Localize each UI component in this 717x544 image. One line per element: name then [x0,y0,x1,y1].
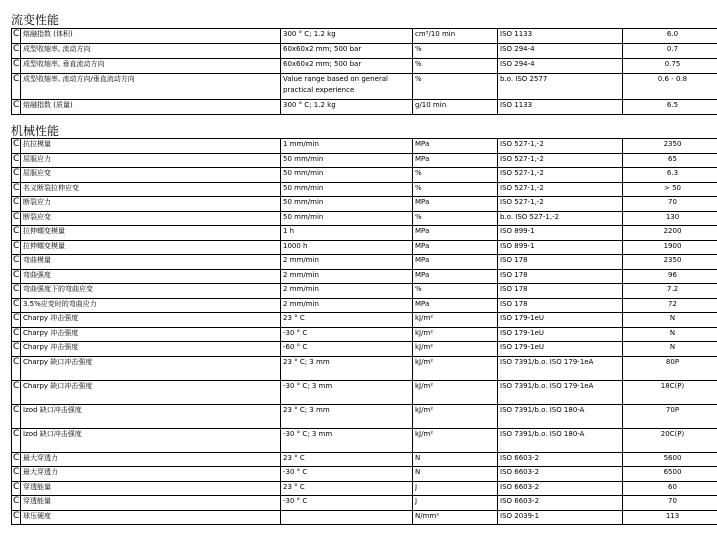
test-standard: ISO 294-4 [498,59,623,74]
property-value: 18C(P) [623,380,717,404]
table-row [12,380,717,404]
unit: kJ/m² [413,313,498,328]
property-name: 弯曲模量 [21,255,281,270]
property-value: 0.6 - 0.8 [623,74,717,100]
unit: kJ/m² [413,428,498,452]
table-row [12,226,717,241]
test-standard: ISO 178 [498,269,623,284]
test-condition: 2 mm/min [281,269,413,284]
table-row [12,481,717,496]
table-row [12,404,717,428]
row-flag: C [12,211,21,226]
test-condition: 60x60x2 mm; 500 bar [281,44,413,59]
test-condition: 23 ° C [281,481,413,496]
property-value: N [623,327,717,342]
test-condition: 23 ° C [281,313,413,328]
property-value: N [623,342,717,357]
row-flag: C [12,481,21,496]
unit: MPa [413,139,498,154]
table-row [12,100,717,115]
row-flag: C [12,298,21,313]
unit: MPa [413,269,498,284]
test-standard: ISO 527-1,-2 [498,168,623,183]
test-condition: 50 mm/min [281,168,413,183]
property-name: Charpy 冲击强度 [21,342,281,357]
unit: % [413,182,498,197]
row-flag: C [12,226,21,241]
property-name: 最大穿透力 [21,467,281,482]
property-value: 2350 [623,139,717,154]
mechanical-section-title: 机械性能 [11,124,60,138]
test-standard: ISO 6603-2 [498,467,623,482]
table-row [12,313,717,328]
table-row [12,452,717,467]
test-condition: 2 mm/min [281,298,413,313]
row-flag: C [12,29,21,44]
row-flag: C [12,240,21,255]
property-name: Izod 缺口冲击强度 [21,404,281,428]
row-flag: C [12,428,21,452]
unit: N [413,452,498,467]
property-name: 拉伸蠕变模量 [21,226,281,241]
test-standard: ISO 899-1 [498,240,623,255]
mechanical-table [11,138,717,525]
property-name: 成型收缩率, 流动方向/垂直流动方向 [21,74,281,100]
test-condition: 1000 h [281,240,413,255]
row-flag: C [12,404,21,428]
property-value: N [623,313,717,328]
property-name: 屈服应变 [21,168,281,183]
property-value: 70 [623,496,717,511]
property-value: > 50 [623,182,717,197]
unit: % [413,211,498,226]
row-flag: C [12,197,21,212]
test-condition: 50 mm/min [281,182,413,197]
unit: N/mm² [413,510,498,525]
test-standard: ISO 899-1 [498,226,623,241]
property-value: 72 [623,298,717,313]
test-condition: 1 mm/min [281,139,413,154]
table-row [12,211,717,226]
table-row [12,168,717,183]
test-condition: -30 ° C [281,467,413,482]
table-row [12,240,717,255]
unit: kJ/m² [413,356,498,380]
row-flag: C [12,327,21,342]
row-flag: C [12,44,21,59]
test-condition: 2 mm/min [281,284,413,299]
unit: MPa [413,153,498,168]
property-value: 96 [623,269,717,284]
table-row [12,29,717,44]
table-row [12,269,717,284]
property-name: 穿透能量 [21,496,281,511]
property-value: 6.0 [623,29,717,44]
row-flag: C [12,380,21,404]
row-flag: C [12,452,21,467]
row-flag: C [12,510,21,525]
table-row [12,327,717,342]
property-value: 20C(P) [623,428,717,452]
test-standard: ISO 6603-2 [498,452,623,467]
property-name: 熔融指数 (质量) [21,100,281,115]
property-name: 屈服应力 [21,153,281,168]
test-standard: ISO 2039-1 [498,510,623,525]
test-standard: ISO 527-1,-2 [498,182,623,197]
test-standard: ISO 6603-2 [498,496,623,511]
property-name: Charpy 冲击强度 [21,313,281,328]
unit: MPa [413,298,498,313]
row-flag: C [12,74,21,100]
table-row [12,284,717,299]
unit: % [413,44,498,59]
property-name: Charpy 缺口冲击强度 [21,380,281,404]
property-name: 拉伸蠕变模量 [21,240,281,255]
test-standard: ISO 527-1,-2 [498,153,623,168]
table-row [12,298,717,313]
test-standard: ISO 178 [498,298,623,313]
test-standard: ISO 179-1eU [498,327,623,342]
table-row [12,496,717,511]
test-condition: 23 ° C; 3 mm [281,404,413,428]
property-name: 弯曲强度下的弯曲应变 [21,284,281,299]
test-condition: -30 ° C; 3 mm [281,428,413,452]
rheology-table [11,28,717,115]
test-standard: ISO 179-1eU [498,313,623,328]
property-name: 3.5%应变时的弯曲应力 [21,298,281,313]
test-standard: ISO 7391/b.o. ISO 180-A [498,404,623,428]
test-standard: ISO 7391/b.o. ISO 179-1eA [498,356,623,380]
row-flag: C [12,467,21,482]
property-value: 6.5 [623,100,717,115]
row-flag: C [12,356,21,380]
row-flag: C [12,139,21,154]
row-flag: C [12,168,21,183]
property-name: 断裂应变 [21,211,281,226]
test-standard: ISO 527-1,-2 [498,139,623,154]
row-flag: C [12,496,21,511]
property-value: 2350 [623,255,717,270]
test-standard: b.o. ISO 527-1,-2 [498,211,623,226]
unit: % [413,284,498,299]
unit: % [413,168,498,183]
property-name: Izod 缺口冲击强度 [21,428,281,452]
property-name: 抗拉模量 [21,139,281,154]
property-name: 最大穿透力 [21,452,281,467]
test-condition: 23 ° C; 3 mm [281,356,413,380]
table-row [12,44,717,59]
table-row [12,197,717,212]
test-condition: 50 mm/min [281,197,413,212]
test-standard: ISO 527-1,-2 [498,197,623,212]
unit: J [413,481,498,496]
table-row [12,342,717,357]
property-name: 球压硬度 [21,510,281,525]
test-condition: 300 ° C; 1.2 kg [281,100,413,115]
table-row [12,428,717,452]
unit: kJ/m² [413,327,498,342]
unit: MPa [413,226,498,241]
table-row [12,74,717,100]
property-value: 70 [623,197,717,212]
property-value: 7.2 [623,284,717,299]
table-row [12,510,717,525]
row-flag: C [12,59,21,74]
test-condition: 1 h [281,226,413,241]
table-row [12,153,717,168]
property-value: 130 [623,211,717,226]
test-condition: 300 ° C; 1.2 kg [281,29,413,44]
test-condition [281,510,413,525]
property-value: 65 [623,153,717,168]
test-standard: b.o. ISO 2577 [498,74,623,100]
table-row [12,182,717,197]
unit: MPa [413,197,498,212]
test-standard: ISO 1133 [498,29,623,44]
test-standard: ISO 7391/b.o. ISO 179-1eA [498,380,623,404]
test-standard: ISO 294-4 [498,44,623,59]
property-value: 60 [623,481,717,496]
property-name: 弯曲强度 [21,269,281,284]
property-value: 2200 [623,226,717,241]
row-flag: C [12,284,21,299]
table-row [12,356,717,380]
property-value: 6.3 [623,168,717,183]
unit: N [413,467,498,482]
test-condition: Value range based on general practical experience [281,74,413,100]
test-standard: ISO 6603-2 [498,481,623,496]
property-value: 0.75 [623,59,717,74]
property-name: Charpy 缺口冲击强度 [21,356,281,380]
table-row [12,467,717,482]
table-row [12,255,717,270]
test-condition: -30 ° C; 3 mm [281,380,413,404]
table-row [12,139,717,154]
unit: MPa [413,240,498,255]
test-condition: 50 mm/min [281,153,413,168]
unit: cm³/10 min [413,29,498,44]
property-value: 1900 [623,240,717,255]
row-flag: C [12,182,21,197]
property-name: Charpy 冲击强度 [21,327,281,342]
test-condition: -60 ° C [281,342,413,357]
test-standard: ISO 178 [498,284,623,299]
test-condition: -30 ° C [281,496,413,511]
property-name: 熔融指数 (体积) [21,29,281,44]
test-standard: ISO 7391/b.o. ISO 180-A [498,428,623,452]
test-standard: ISO 1133 [498,100,623,115]
test-condition: 60x60x2 mm; 500 bar [281,59,413,74]
property-value: 80P [623,356,717,380]
unit: MPa [413,255,498,270]
test-standard: ISO 179-1eU [498,342,623,357]
test-condition: -30 ° C [281,327,413,342]
row-flag: C [12,100,21,115]
unit: g/10 min [413,100,498,115]
row-flag: C [12,153,21,168]
row-flag: C [12,342,21,357]
table-row [12,59,717,74]
unit: kJ/m² [413,404,498,428]
test-condition: 23 ° C [281,452,413,467]
test-condition: 2 mm/min [281,255,413,270]
property-name: 穿透能量 [21,481,281,496]
property-name: 成型收缩率, 流动方向 [21,44,281,59]
property-name: 断裂应力 [21,197,281,212]
property-value: 6500 [623,467,717,482]
row-flag: C [12,255,21,270]
rheology-section-title: 流变性能 [11,13,60,27]
test-condition: 50 mm/min [281,211,413,226]
unit: kJ/m² [413,342,498,357]
unit: % [413,59,498,74]
property-name: 成型收缩率, 垂直流动方向 [21,59,281,74]
unit: kJ/m² [413,380,498,404]
property-value: 70P [623,404,717,428]
property-value: 113 [623,510,717,525]
unit: J [413,496,498,511]
property-name: 名义断裂拉伸应变 [21,182,281,197]
property-value: 0.7 [623,44,717,59]
test-standard: ISO 178 [498,255,623,270]
property-value: 5600 [623,452,717,467]
row-flag: C [12,269,21,284]
unit: % [413,74,498,100]
row-flag: C [12,313,21,328]
